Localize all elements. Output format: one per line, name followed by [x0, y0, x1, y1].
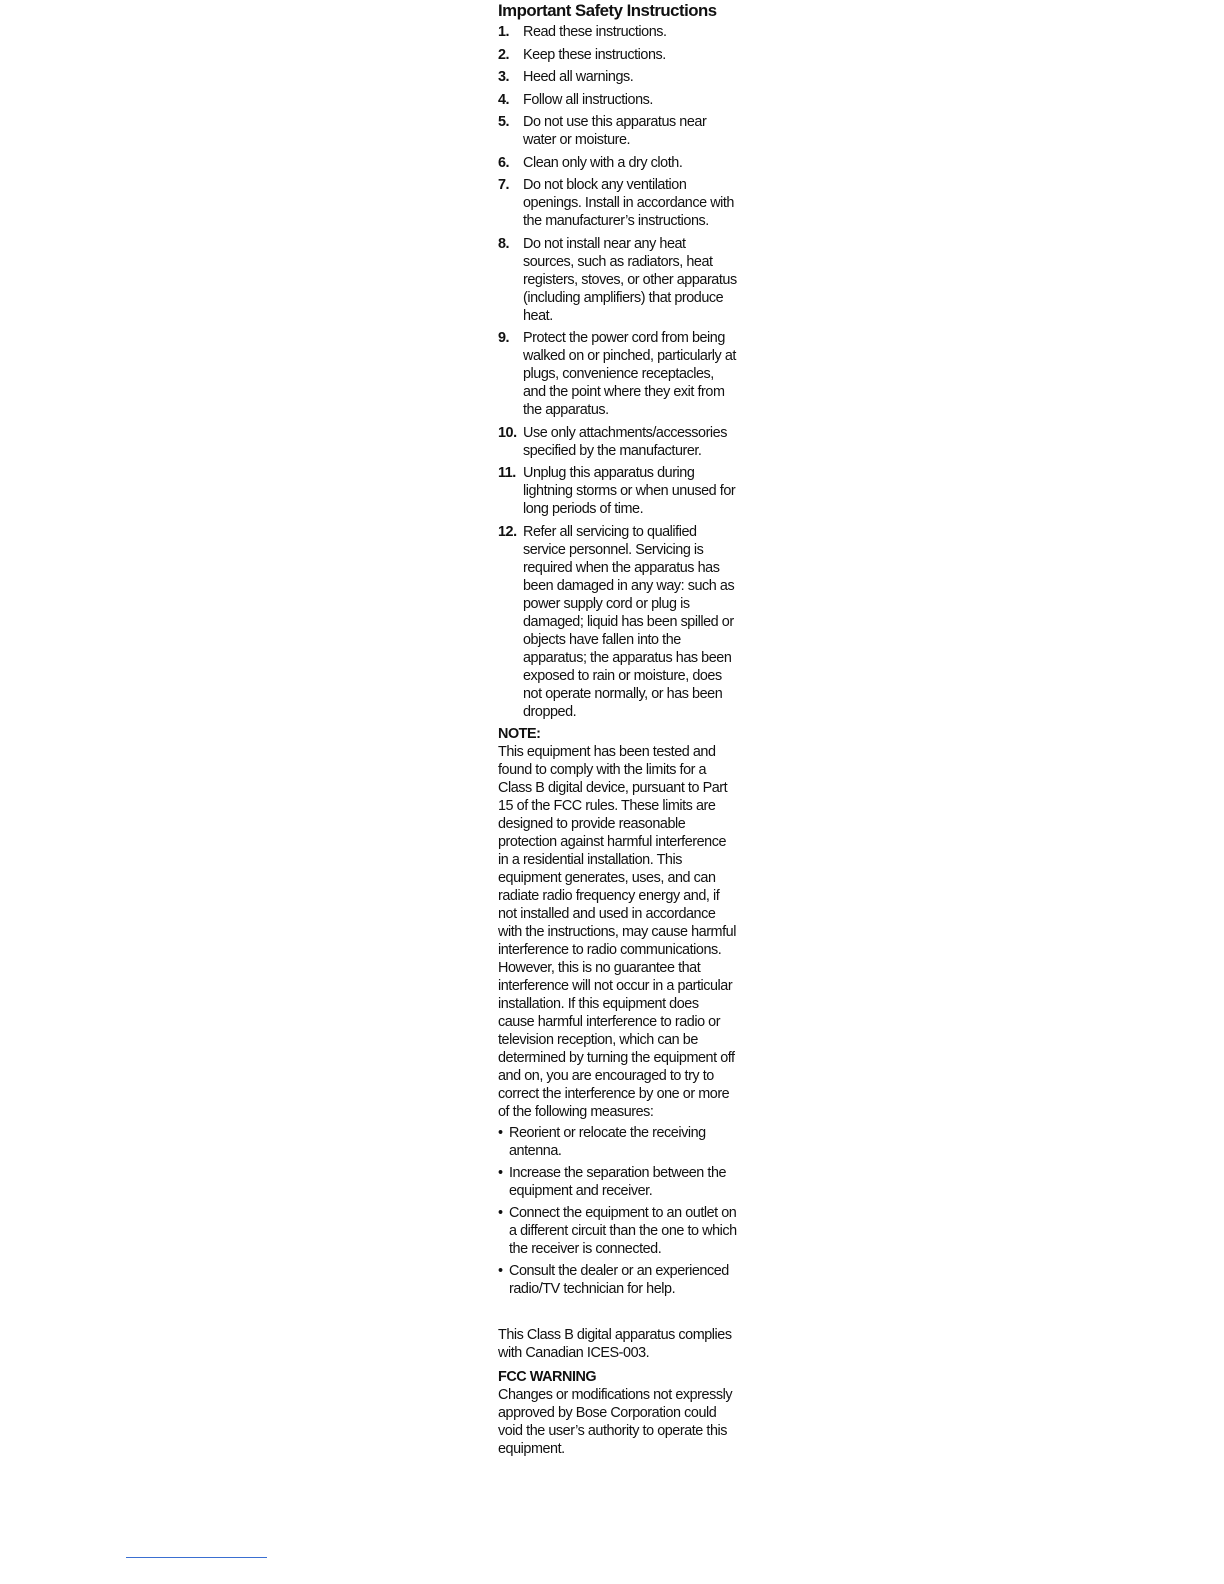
bullet-icon: •	[498, 1263, 503, 1279]
bullet-icon: •	[498, 1125, 503, 1141]
safety-title: Important Safety Instructions	[498, 1, 717, 20]
measure-text: Connect the equipment to an outlet on a different circuit than the one to which the receiver is connected.	[509, 1205, 737, 1257]
item-text: Protect the power cord from being walked on or pinched, particularly at plugs, convenience receptacles, and the point where they exit from the apparatus.	[523, 330, 736, 418]
spacer	[498, 1302, 738, 1326]
item-number: 11.	[498, 465, 516, 481]
item-number: 7.	[498, 177, 510, 193]
list-item	[498, 1262, 738, 1298]
item-text: Follow all instructions.	[523, 91, 653, 108]
bullet-icon: •	[498, 1165, 503, 1181]
list-item	[498, 1124, 738, 1160]
list-item	[498, 1164, 738, 1200]
fcc-warning-body: Changes or modifications not expressly approved by Bose Corporation could void the user’s authority to operate this equipment.	[498, 1387, 733, 1457]
item-number: 1.	[498, 24, 510, 40]
item-text: Clean only with a dry cloth.	[523, 154, 683, 171]
canada-compliance-text: This Class B digital apparatus complies with Canadian ICES-003.	[498, 1327, 732, 1361]
fcc-warning-title: FCC WARNING	[498, 1369, 597, 1385]
item-number: 6.	[498, 154, 510, 171]
list-item	[498, 235, 738, 325]
list-item	[498, 424, 738, 460]
item-number: 3.	[498, 69, 510, 85]
item-text: Keep these instructions.	[523, 46, 666, 63]
measure-text: Increase the separation between the equipment and receiver.	[509, 1165, 727, 1199]
item-text: Refer all servicing to qualified service personnel. Servicing is required when the apparatus has been damaged in any way: such as power supply cord or plug is damaged; liquid has been spilled or objects have fallen into the apparatus; the apparatus has been exposed to rain or moisture, does not operate normally, or has been dropped.	[523, 523, 735, 720]
note-title: NOTE:	[498, 726, 541, 742]
list-item	[498, 176, 738, 230]
item-number: 2.	[498, 46, 510, 63]
item-number: 8.	[498, 235, 510, 252]
item-text: Heed all warnings.	[523, 69, 634, 85]
item-text: Read these instructions.	[523, 24, 667, 40]
list-item	[498, 113, 738, 149]
document-column	[498, 0, 738, 1458]
list-item	[498, 91, 738, 109]
list-item	[498, 46, 738, 64]
item-text: Do not use this apparatus near water or moisture.	[523, 114, 707, 148]
item-number: 5.	[498, 114, 510, 130]
item-text: Unplug this apparatus during lightning storms or when unused for long periods of time.	[523, 465, 736, 517]
safety-instructions-list	[498, 23, 738, 721]
note-body: This equipment has been tested and found to comply with the limits for a Class B digital device, pursuant to Part 15 of the FCC rules. These limits are designed to provide reasonable protection against harmful interference in a residential installation. This equipment generates, uses, and can radiate radio frequency energy and, if not installed and used in accordance with the instructions, may cause harmful interference to radio communications. However, this is no guarantee that interference will not occur in a particular installation. If this equipment does cause harmful interference to radio or television reception, which can be determined by turning the equipment off and on, you are encouraged to try to correct the interference by one or more of the following measures:	[498, 744, 736, 1120]
interference-measures-list	[498, 1124, 738, 1298]
footnote-divider	[126, 1557, 267, 1558]
list-item	[498, 523, 738, 721]
list-item	[498, 329, 738, 419]
item-text: Use only attachments/accessories specified by the manufacturer.	[523, 424, 727, 459]
list-item	[498, 68, 738, 86]
measure-text: Reorient or relocate the receiving antenna.	[509, 1125, 706, 1159]
item-number: 12.	[498, 523, 517, 540]
bullet-icon: •	[498, 1205, 503, 1221]
list-item	[498, 23, 738, 41]
item-number: 10.	[498, 424, 517, 441]
item-text: Do not install near any heat sources, such as radiators, heat registers, stoves, or other apparatus (including amplifiers) that produce heat.	[523, 235, 737, 324]
item-number: 4.	[498, 91, 510, 108]
list-item	[498, 1204, 738, 1258]
list-item	[498, 464, 738, 518]
measure-text: Consult the dealer or an experienced radio/TV technician for help.	[509, 1263, 729, 1297]
item-number: 9.	[498, 330, 510, 346]
item-text: Do not block any ventilation openings. Install in accordance with the manufacturer’s instructions.	[523, 177, 734, 229]
list-item	[498, 154, 738, 172]
